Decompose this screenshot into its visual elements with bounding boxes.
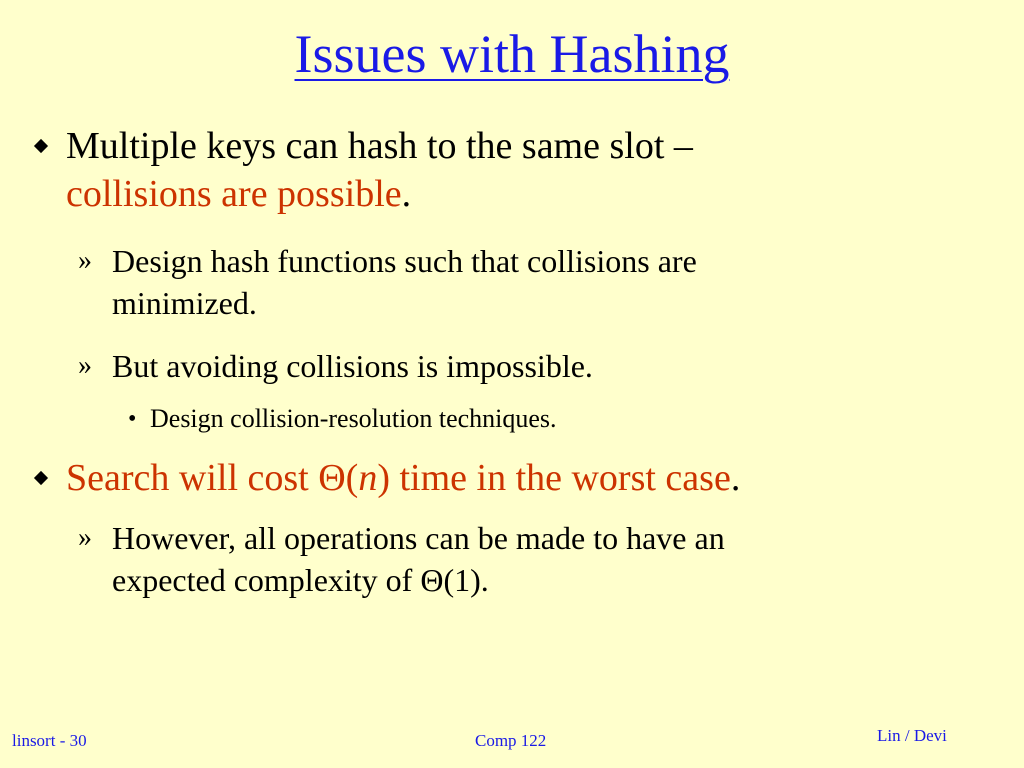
- bullet-collisions-period: .: [401, 173, 412, 215]
- sub-bullet-design-hash-line2: minimized.: [112, 285, 257, 321]
- search-cost-text-b: ) time in the worst case: [377, 457, 731, 499]
- sub-bullet-design-hash: [112, 240, 872, 324]
- sub-bullet-expected-line2: expected complexity of Θ(1).: [112, 562, 489, 598]
- footer-authors: Lin / Devi: [877, 726, 947, 745]
- search-cost-n: n: [358, 457, 378, 499]
- bullet-collisions-line1: Multiple keys can hash to the same slot –: [66, 125, 693, 167]
- dot-bullet-icon: •: [128, 406, 137, 432]
- collisions-possible-text: collisions are possible: [66, 173, 402, 215]
- search-cost-period: .: [730, 457, 741, 499]
- slide-title: Issues with Hashing: [294, 24, 730, 84]
- diamond-bullet-icon: [30, 122, 56, 170]
- search-cost-text-a: Search will cost Θ(: [66, 457, 359, 499]
- footer-course: Comp 122: [475, 731, 547, 750]
- sub-bullet-avoiding: [112, 345, 872, 387]
- sub-bullet-expected: [112, 517, 872, 601]
- sub-bullet-marker-icon: »: [78, 522, 92, 553]
- bullet-collisions: [66, 122, 966, 218]
- sub-bullet-marker-icon: »: [78, 350, 92, 381]
- diamond-bullet-icon: [30, 454, 56, 502]
- sub-sub-bullet-resolution: Design collision-resolution techniques.: [150, 404, 557, 433]
- sub-bullet-marker-icon: »: [78, 245, 92, 276]
- footer-slide-number: linsort - 30: [12, 731, 87, 750]
- bullet-search-cost: [66, 454, 966, 502]
- sub-bullet-design-hash-line1: Design hash functions such that collisions are: [112, 243, 697, 279]
- sub-bullet-expected-line1: However, all operations can be made to have an: [112, 520, 725, 556]
- sub-bullet-avoiding-line1: But avoiding collisions is impossible.: [112, 348, 593, 384]
- bullet-collisions-line2: [66, 170, 966, 218]
